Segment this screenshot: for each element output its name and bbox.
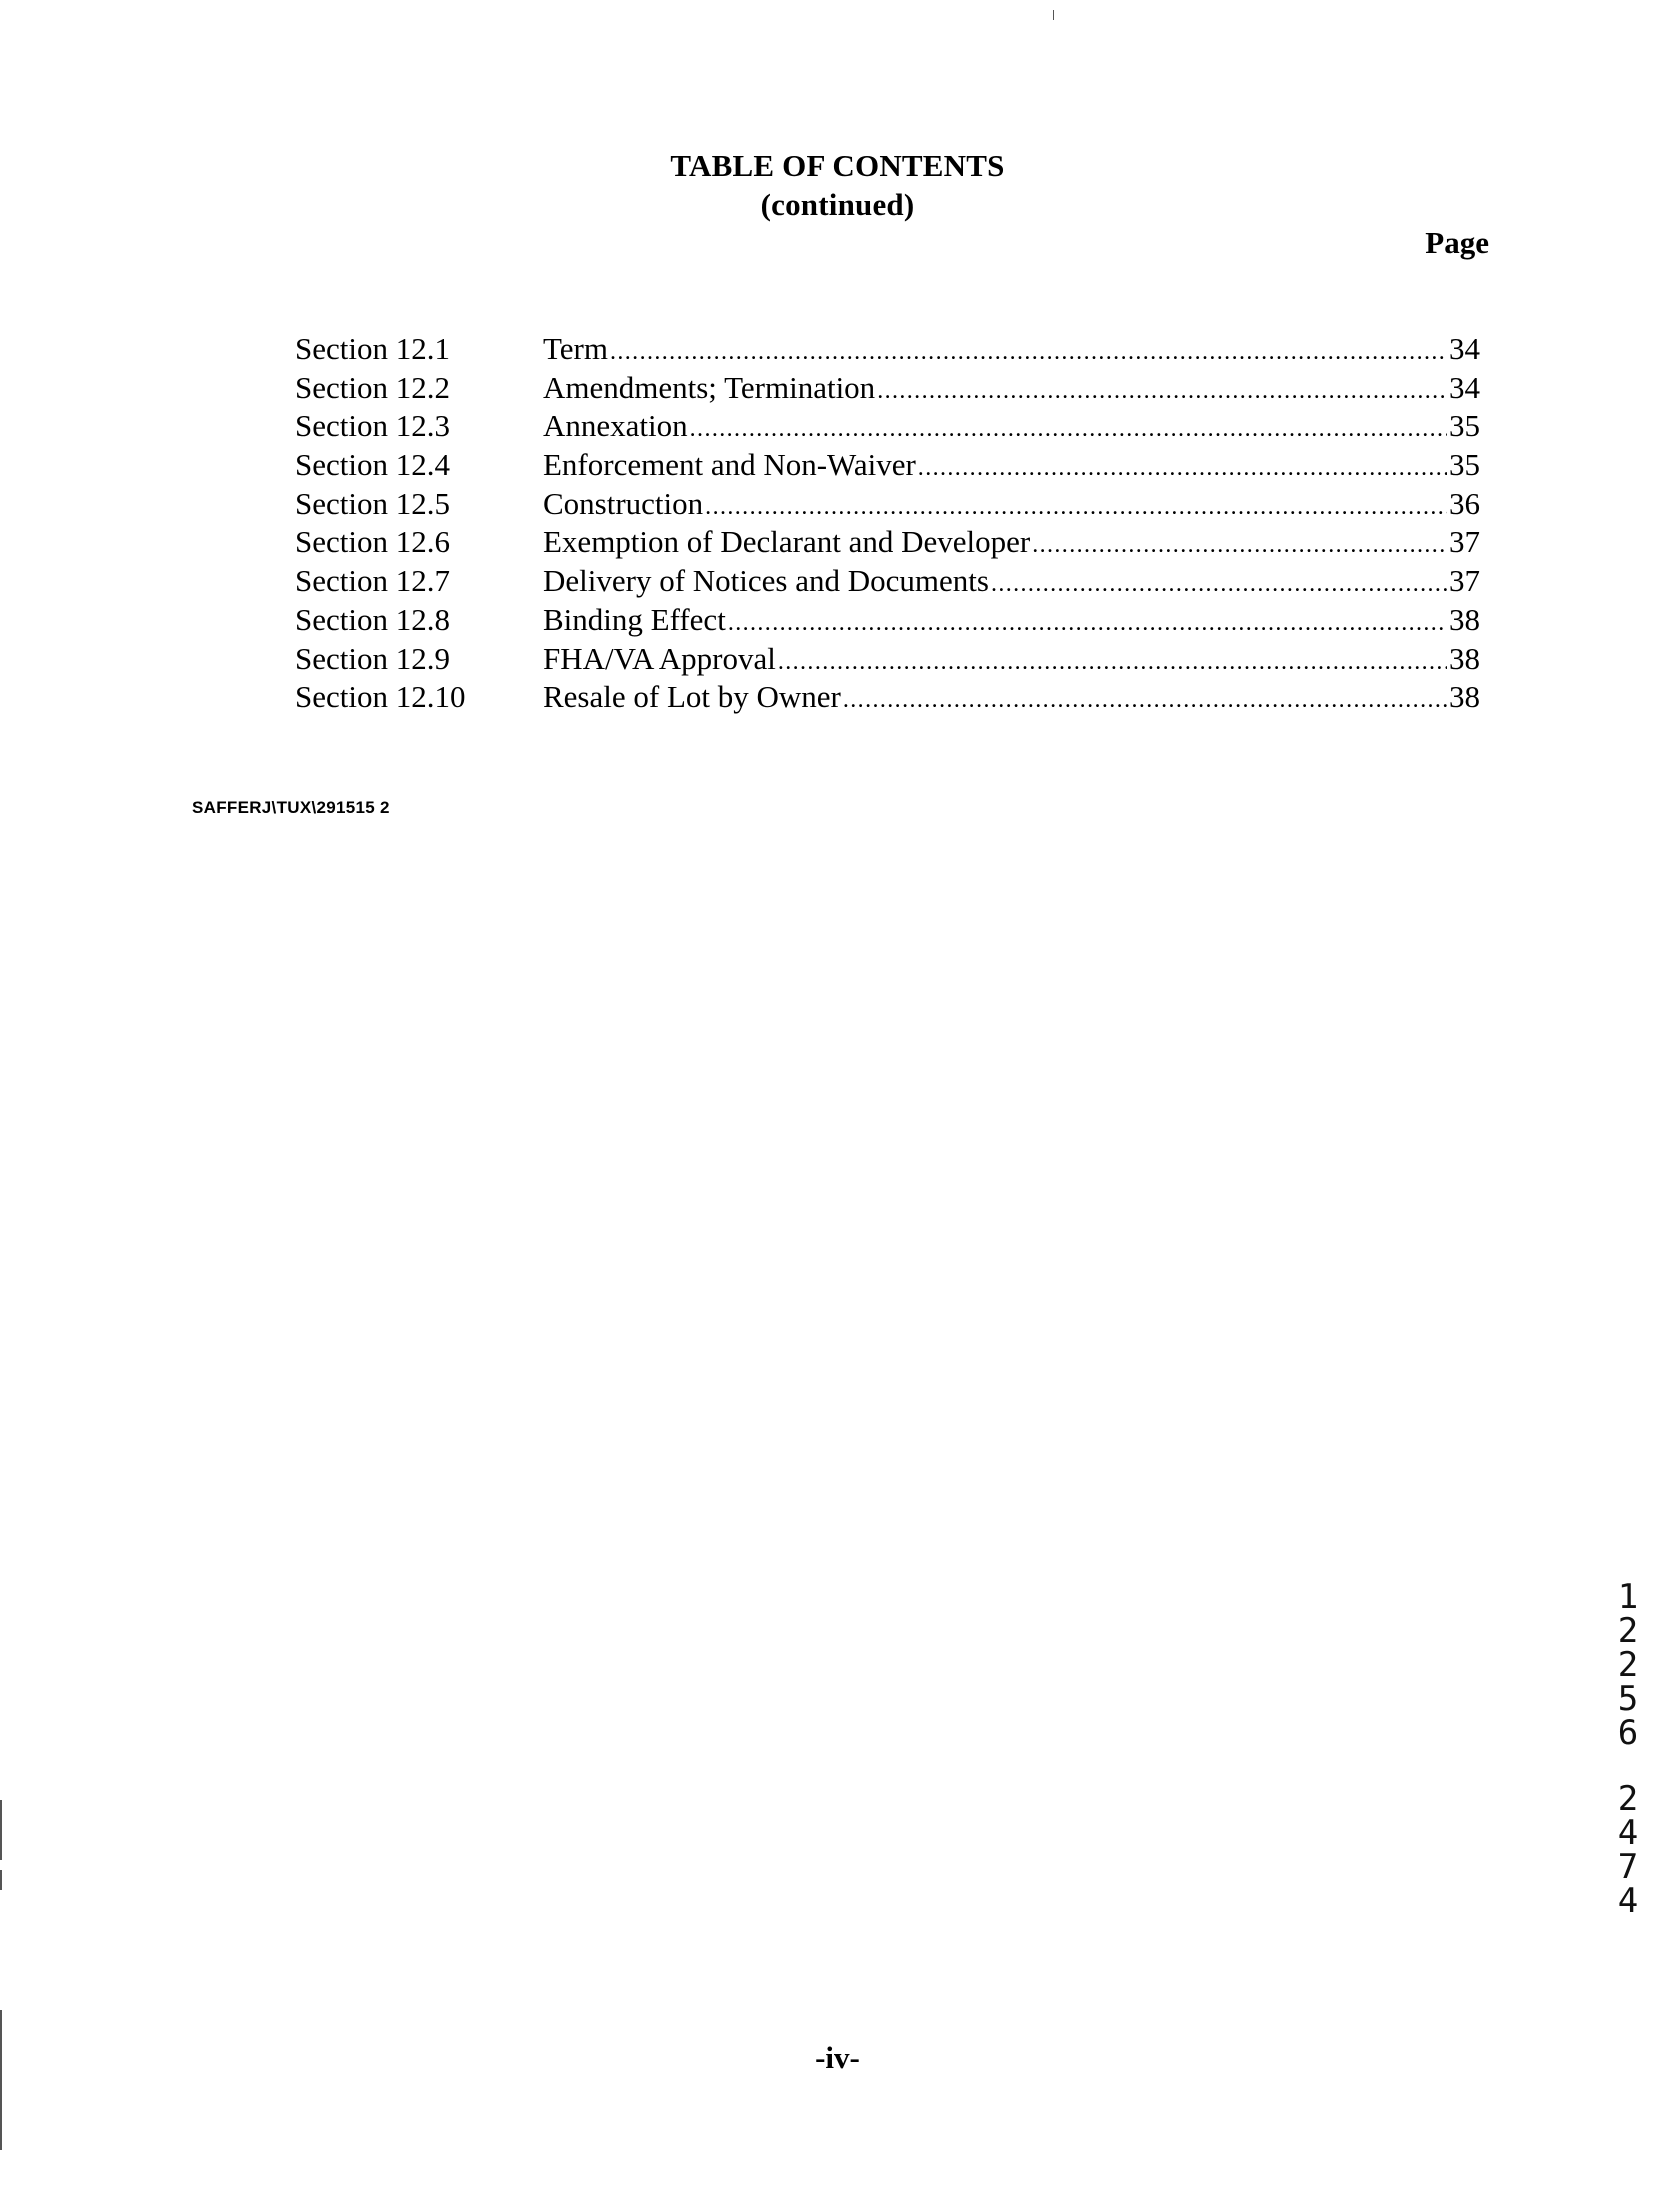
page-ref: 35	[1449, 408, 1480, 444]
toc-entry	[543, 601, 1480, 642]
recording-stamp-bottom	[1608, 1779, 1648, 1921]
page-ref: 38	[1449, 679, 1480, 715]
section-title: Construction	[543, 485, 704, 521]
dot-leader	[991, 565, 1447, 603]
stamp-digit: 7	[1617, 1847, 1639, 1887]
section-number: Section 12.10	[295, 679, 466, 715]
toc-subtitle: (continued)	[760, 187, 915, 222]
dot-leader	[610, 333, 1447, 371]
toc-row	[295, 678, 1480, 717]
toc-row	[295, 640, 1480, 679]
scan-edge-mark	[0, 2010, 2, 2150]
toc-entry	[543, 523, 1480, 564]
toc-row	[295, 330, 1480, 369]
page-ref: 38	[1449, 601, 1480, 637]
section-number: Section 12.7	[295, 563, 450, 599]
dot-leader	[690, 410, 1447, 448]
stamp-digit: 4	[1617, 1813, 1639, 1853]
page-ref: 38	[1449, 640, 1480, 676]
toc-row	[295, 601, 1480, 640]
toc-row	[295, 369, 1480, 408]
toc-entry	[543, 640, 1480, 681]
toc-entry	[543, 369, 1480, 410]
toc-row	[295, 446, 1480, 485]
section-number: Section 12.8	[295, 601, 450, 637]
section-title: Delivery of Notices and Documents	[543, 563, 989, 599]
section-title: Amendments; Termination	[543, 369, 876, 405]
page-ref: 37	[1449, 563, 1480, 599]
section-title: Exemption of Declarant and Developer	[543, 524, 1031, 560]
page-ref: 34	[1449, 331, 1480, 366]
section-number: Section 12.3	[295, 408, 450, 444]
section-title: Annexation	[543, 408, 688, 444]
page-ref: 35	[1449, 447, 1480, 483]
recording-stamp-top	[1608, 1577, 1648, 1753]
stamp-digit: 1	[1617, 1577, 1639, 1617]
toc-title: TABLE OF CONTENTS	[670, 148, 1005, 183]
section-number: Section 12.1	[295, 331, 450, 366]
section-number: Section 12.2	[295, 369, 450, 405]
page-ref: 34	[1449, 369, 1480, 405]
dot-leader	[877, 372, 1447, 410]
stamp-digit: 2	[1617, 1645, 1639, 1685]
dot-leader	[705, 488, 1447, 526]
page-number: -iv-	[815, 2040, 860, 2075]
page-ref: 37	[1449, 524, 1480, 560]
toc-row	[295, 562, 1480, 601]
toc-entry	[543, 678, 1480, 719]
stamp-digit: 2	[1617, 1611, 1639, 1651]
stamp-digit: 6	[1617, 1713, 1639, 1753]
toc-entry	[543, 446, 1480, 487]
toc-entry	[543, 562, 1480, 603]
dot-leader	[778, 643, 1447, 681]
section-title: Resale of Lot by Owner	[543, 679, 841, 715]
scan-edge-mark	[0, 1800, 2, 1860]
toc-row	[295, 523, 1480, 562]
section-title: FHA/VA Approval	[543, 640, 776, 676]
toc-entry	[543, 330, 1480, 371]
scan-edge-mark	[1053, 10, 1054, 20]
stamp-digit: 5	[1617, 1679, 1639, 1719]
page-ref: 36	[1449, 485, 1480, 521]
dot-leader	[728, 604, 1447, 642]
section-number: Section 12.4	[295, 447, 450, 483]
document-code: SAFFERJ\TUX\291515 2	[192, 798, 390, 817]
section-number: Section 12.9	[295, 640, 450, 676]
section-title: Term	[543, 331, 608, 366]
toc-list	[295, 330, 1480, 717]
toc-entry	[543, 407, 1480, 448]
dot-leader	[1032, 526, 1447, 564]
scan-edge-mark	[0, 1870, 2, 1890]
dot-leader	[918, 449, 1447, 487]
dot-leader	[843, 681, 1447, 719]
page-column-label: Page	[1425, 225, 1489, 260]
section-title: Binding Effect	[543, 601, 726, 637]
toc-row	[295, 485, 1480, 524]
section-title: Enforcement and Non-Waiver	[543, 447, 916, 483]
stamp-digit: 2	[1617, 1779, 1639, 1819]
section-number: Section 12.5	[295, 485, 450, 521]
toc-row	[295, 407, 1480, 446]
stamp-digit: 4	[1617, 1881, 1639, 1921]
toc-entry	[543, 485, 1480, 526]
section-number: Section 12.6	[295, 524, 450, 560]
